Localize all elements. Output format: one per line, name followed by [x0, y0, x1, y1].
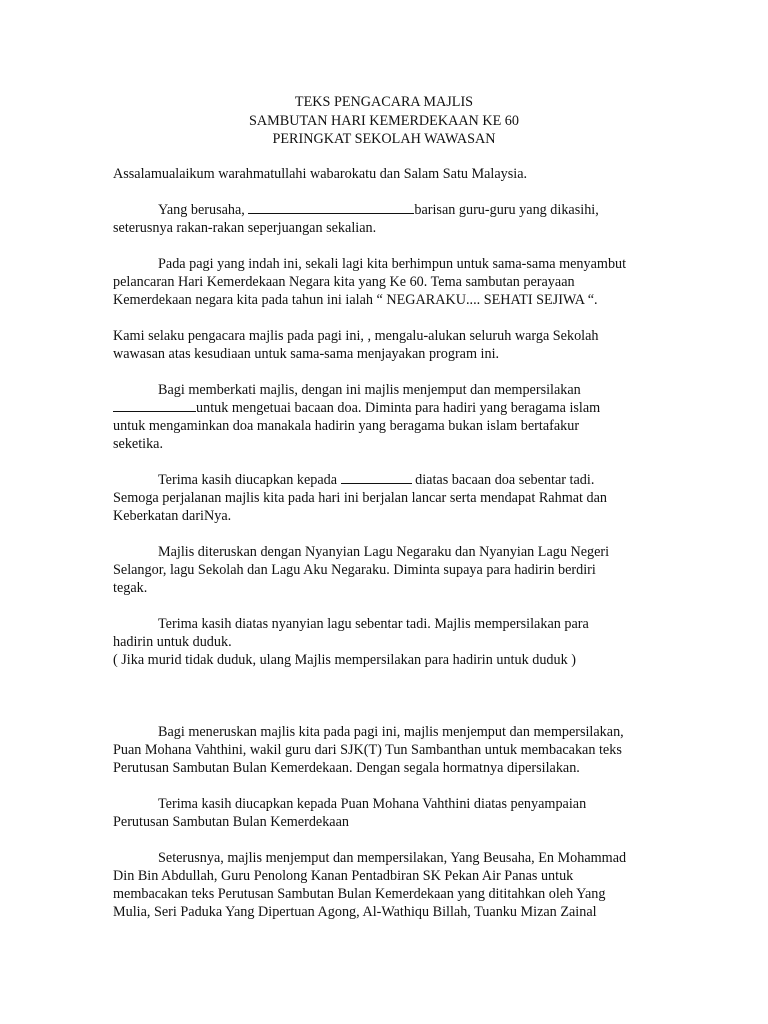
text-line: ( Jika murid tidak duduk, ulang Majlis mempersilakan para hadirin untuk duduk )	[113, 652, 576, 668]
text-line: tegak.	[113, 580, 148, 596]
greeting-paragraph	[113, 165, 673, 183]
text-line: Bagi memberkati majlis, dengan ini majlis menjemput dan mempersilakan	[158, 382, 581, 398]
thanks-prayer-paragraph	[113, 471, 673, 525]
royal-address-paragraph	[113, 849, 673, 921]
text-line: Mulia, Seri Paduka Yang Dipertuan Agong, Al-Wathiqu Billah, Tuanku Mizan Zainal	[113, 904, 597, 920]
name-blank	[113, 399, 196, 412]
title-line: TEKS PENGACARA MAJLIS	[294, 94, 474, 110]
document-body	[113, 165, 673, 921]
spacer	[113, 687, 673, 723]
text-line	[113, 399, 673, 417]
text-segment: Yang berusaha,	[158, 202, 245, 218]
text-line: Pada pagi yang indah ini, sekali lagi kita berhimpun untuk sama-sama menyambut	[158, 256, 627, 272]
text-line: untuk mengaminkan doa manakala hadirin yang beragama bukan islam bertafakur	[113, 418, 580, 434]
opening-paragraph	[113, 255, 673, 309]
text-line: Kami selaku pengacara majlis pada pagi ini, , mengalu-alukan seluruh warga Sekolah	[113, 328, 599, 344]
text-line	[113, 201, 673, 219]
text-segment: untuk mengetuai bacaan doa. Diminta para hadiri yang beragama islam	[196, 400, 601, 416]
text-line: membacakan teks Perutusan Sambutan Bulan Kemerdekaan yang dititahkan oleh Yang	[113, 886, 606, 902]
speech-invite-paragraph	[113, 723, 673, 777]
text-line: Semoga perjalanan majlis kita pada hari ini berjalan lancar serta mendapat Rahmat dan	[113, 490, 607, 506]
text-line: Perutusan Sambutan Bulan Kemerdekaan. Dengan segala hormatnya dipersilakan.	[113, 760, 580, 776]
text-line: Assalamualaikum warahmatullahi wabarokatu dan Salam Satu Malaysia.	[113, 166, 528, 182]
name-blank	[248, 201, 414, 214]
text-line: Terima kasih diucapkan kepada Puan Mohana Vahthini diatas penyampaian	[158, 796, 587, 812]
text-line: hadirin untuk duduk.	[113, 634, 232, 650]
text-line: seterusnya rakan-rakan seperjuangan sekalian.	[113, 220, 377, 236]
welcome-paragraph	[113, 327, 673, 363]
document-title	[0, 93, 768, 149]
text-line: wawasan atas kesudiaan untuk sama-sama menjayakan program ini.	[113, 346, 500, 362]
text-line: Selangor, lagu Sekolah dan Lagu Aku Negaraku. Diminta supaya para hadirin berdiri	[113, 562, 596, 578]
text-line: Puan Mohana Vahthini, wakil guru dari SJK(T) Tun Sambanthan untuk membacakan teks	[113, 742, 622, 758]
text-line: Perutusan Sambutan Bulan Kemerdekaan	[113, 814, 349, 830]
text-line: Seterusnya, majlis menjemput dan mempersilakan, Yang Beusaha, En Mohammad	[158, 850, 627, 866]
text-line: seketika.	[113, 436, 164, 452]
text-line: Bagi meneruskan majlis kita pada pagi ini, majlis menjemput dan mempersilakan,	[158, 724, 624, 740]
text-line: Din Bin Abdullah, Guru Penolong Kanan Pentadbiran SK Pekan Air Panas untuk	[113, 868, 574, 884]
seating-paragraph	[113, 615, 673, 669]
title-line: PERINGKAT SEKOLAH WAWASAN	[272, 131, 496, 147]
text-line	[113, 471, 673, 489]
text-line: Majlis diteruskan dengan Nyanyian Lagu Negaraku dan Nyanyian Lagu Negeri	[158, 544, 610, 560]
anthem-paragraph	[113, 543, 673, 597]
text-segment: diatas bacaan doa sebentar tadi.	[415, 472, 595, 488]
text-segment: barisan guru-guru yang dikasihi,	[414, 202, 599, 218]
text-line: Terima kasih diatas nyanyian lagu sebentar tadi. Majlis mempersilakan para	[158, 616, 589, 632]
salutation-paragraph	[113, 201, 673, 237]
name-blank	[341, 471, 412, 484]
text-line: pelancaran Hari Kemerdekaan Negara kita yang Ke 60. Tema sambutan perayaan	[113, 274, 575, 290]
title-line: SAMBUTAN HARI KEMERDEKAAN KE 60	[249, 112, 519, 129]
text-line: Kemerdekaan negara kita pada tahun ini ialah “ NEGARAKU.... SEHATI SEJIWA “.	[113, 292, 598, 308]
text-segment: Terima kasih diucapkan kepada	[158, 472, 338, 488]
text-line: Keberkatan dariNya.	[113, 508, 232, 524]
prayer-paragraph	[113, 381, 673, 453]
speech-thanks-paragraph	[113, 795, 673, 831]
